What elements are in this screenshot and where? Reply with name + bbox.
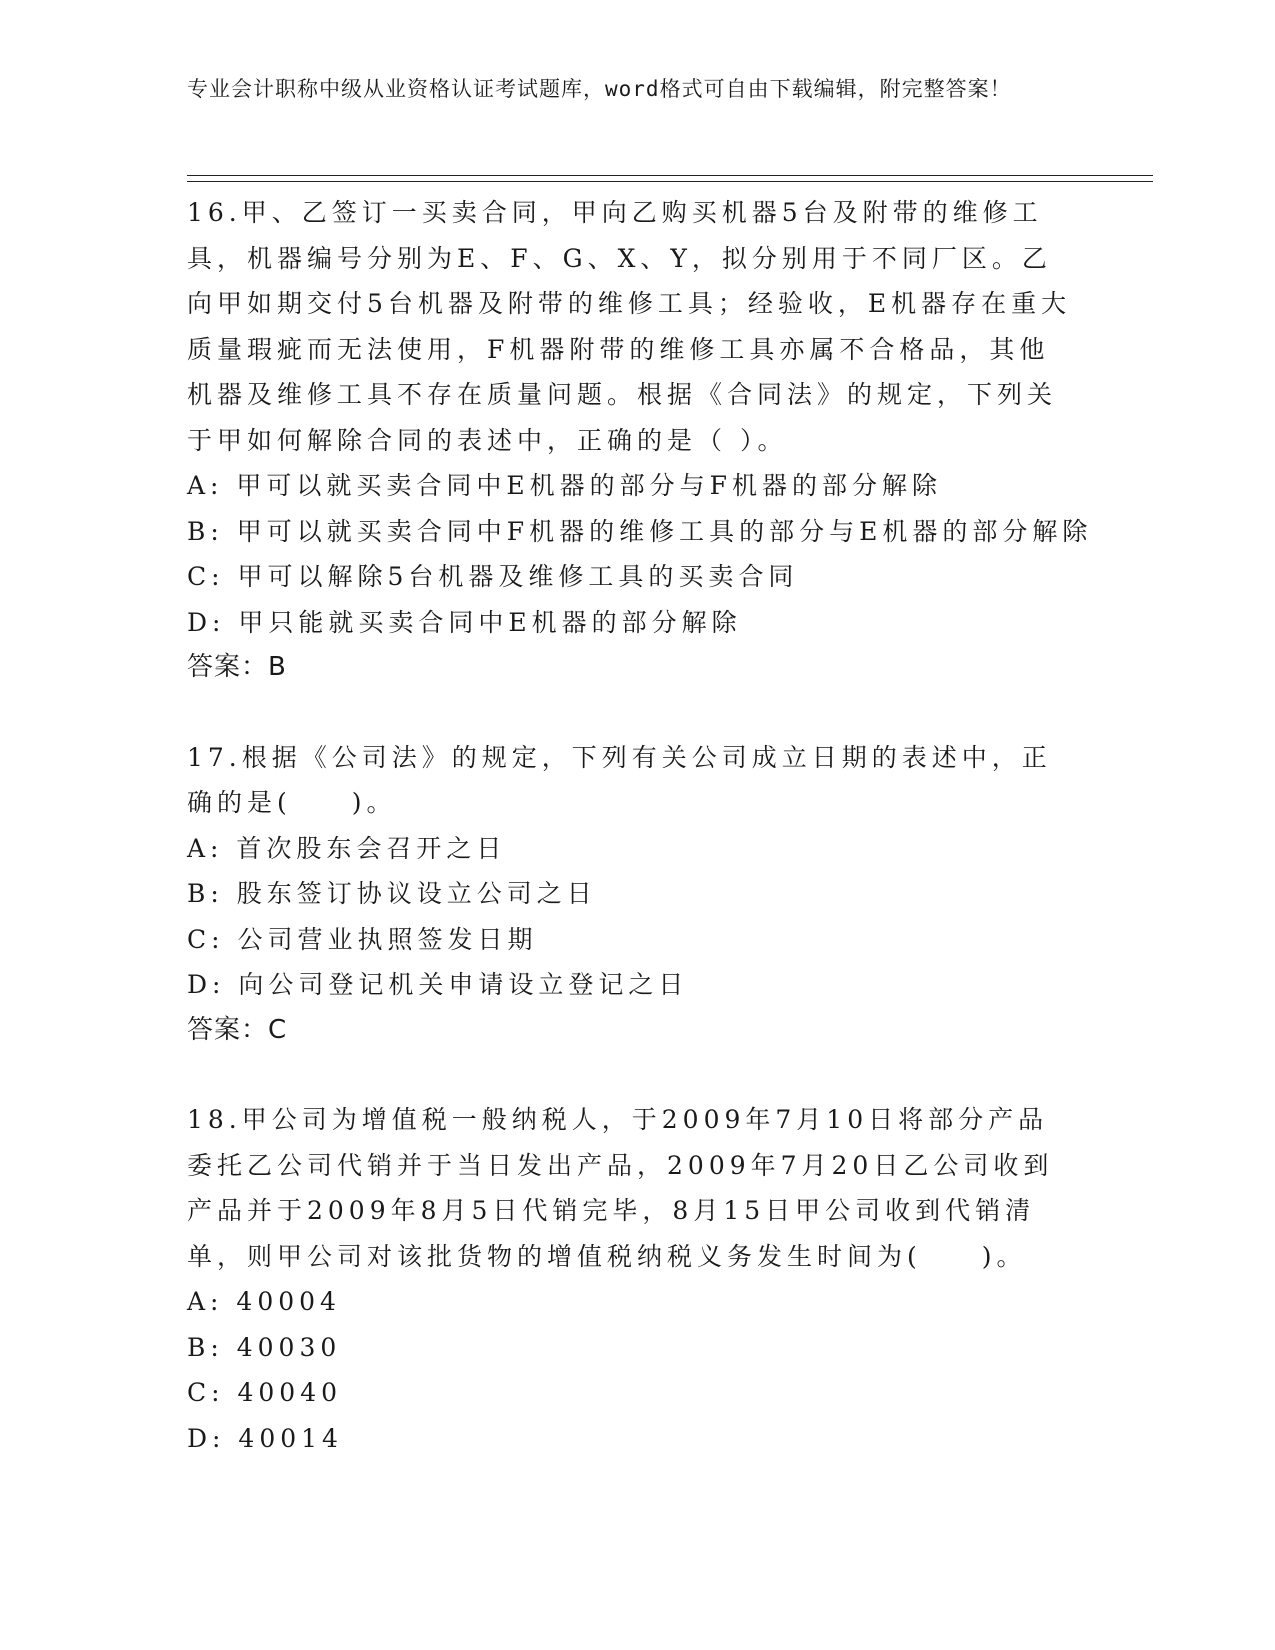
question-17 [187,735,1077,1054]
option-c: C: 公司营业执照签发日期 [187,924,538,954]
question-stem: 17.根据《公司法》的规定，下列有关公司成立日期的表述中，正确的是( )。 [187,742,1052,817]
option-b: B: 股东签订协议设立公司之日 [187,879,597,908]
option-a: A: 甲可以就买卖合同中E机器的部分与F机器的部分解除 [187,471,943,500]
answer-label: 答案：B [187,652,287,682]
option-b: B: 甲可以就买卖合同中F机器的维修工具的部分与E机器的部分解除 [187,516,1093,546]
question-18 [187,1097,1077,1461]
spacer [187,691,1077,735]
option-a: A: 首次股东会召开之日 [187,833,507,863]
option-d: D: 甲只能就买卖合同中E机器的部分解除 [187,607,742,637]
answer-label: 答案：C [187,1014,288,1045]
option-a: A: 40004 [187,1287,341,1316]
question-list [187,190,1093,1461]
question-16 [187,190,1093,691]
question-stem: 18.甲公司为增值税一般纳税人，于2009年7月10日将部分产品委托乙公司代销并于当日发出产品，2009年7月20日乙公司收到产品并于2009年8月5日代销完毕，8月15日甲公司收到代销清单，则甲公司对该批货物的增值税纳税义务发生时间为( )。 [187,1105,1054,1271]
option-d: D: 40014 [187,1423,343,1453]
question-stem: 16.甲、乙签订一买卖合同，甲向乙购买机器5台及附带的维修工具，机器编号分别为E、F、G、X、Y，拟分别用于不同厂区。乙向甲如期交付5台机器及附带的维修工具；经验收，E机器存在重大质量瑕疵而无法使用，F机器附带的维修工具亦属不合格品，其他机器及维修工具不存在质量问题。根据《合同法》的规定，下列关于甲如何解除合同的表述中，正确的是（ ）。 [187,198,1072,455]
header-divider-bottom [187,181,1153,182]
spacer [187,1053,1077,1097]
option-c: C: 甲可以解除5台机器及维修工具的买卖合同 [187,562,799,591]
option-b: B: 40030 [187,1332,342,1362]
option-c: C: 40040 [187,1378,343,1407]
option-d: D: 向公司登记机关申请设立登记之日 [187,970,689,999]
header-divider-top [187,175,1153,176]
document-header: 专业会计职称中级从业资格认证考试题库，word格式可自由下载编辑，附完整答案！ [187,77,1012,101]
